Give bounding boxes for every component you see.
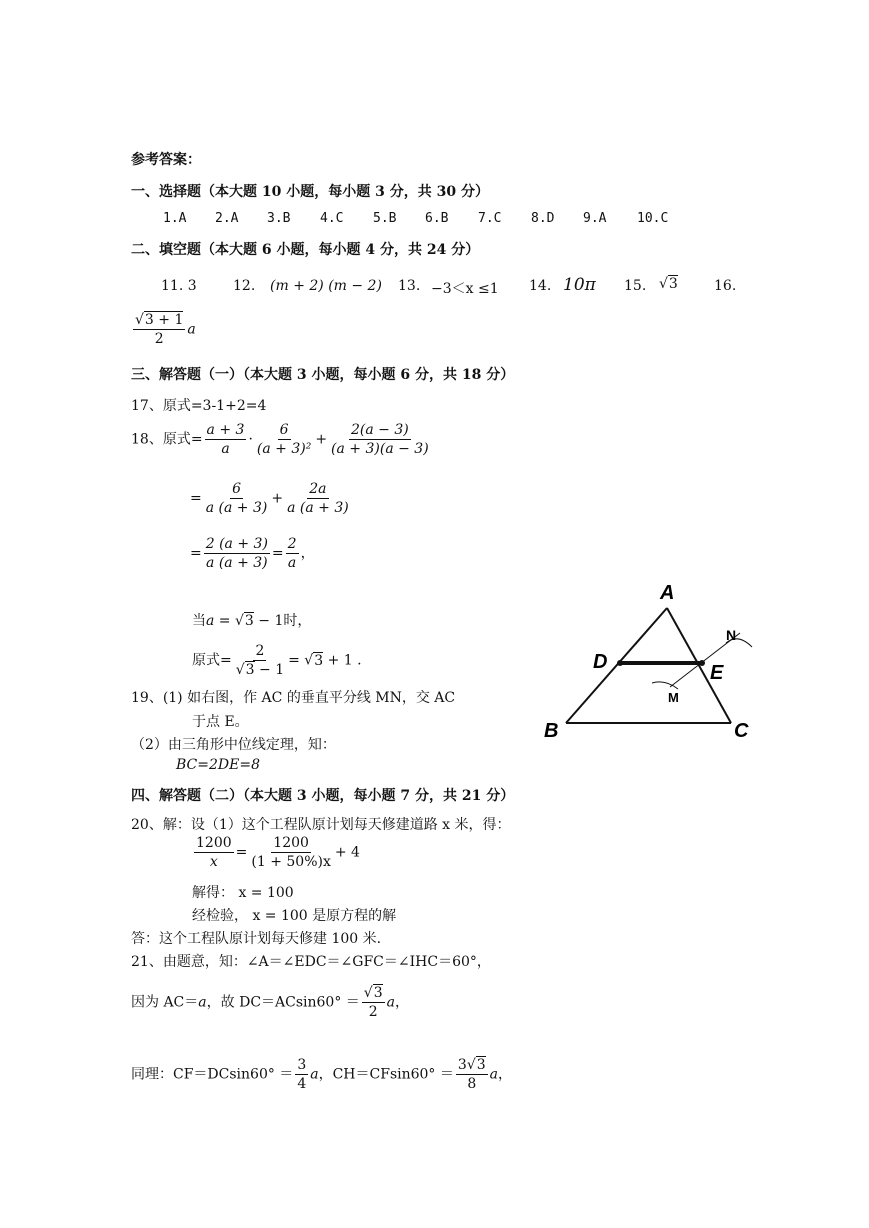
- fill-answer-11: 11. 3: [161, 278, 197, 294]
- denominator: 2: [368, 1004, 378, 1021]
- label-m: M: [668, 690, 679, 705]
- section-3-heading: 三、解答题（一）（本大题 3 小题，每小题 6 分，共 18 分）: [131, 367, 515, 383]
- numerator: a + 3: [205, 422, 247, 440]
- q18-line-3: [190, 536, 315, 571]
- point-d: [617, 660, 623, 666]
- radicand: 3: [476, 1057, 486, 1073]
- choice-answer: 6.B: [425, 211, 449, 226]
- choice-answer: 9.A: [583, 211, 607, 226]
- answer-title: 参考答案：: [131, 152, 201, 168]
- choice-answer: 5.B: [373, 211, 397, 226]
- denominator: √3 − 1: [235, 662, 285, 679]
- q19-part-2b: BC=2DE=8: [176, 757, 260, 773]
- fill-answer-14: 10π: [563, 275, 596, 295]
- text: 当: [192, 613, 206, 629]
- operator: +: [315, 431, 328, 448]
- operator: =: [271, 545, 284, 562]
- variable: a: [198, 994, 207, 1011]
- denominator: a: [221, 441, 230, 458]
- q20-solve: 解得： x = 100: [192, 885, 294, 901]
- fill-answer-15: √3: [659, 276, 678, 292]
- variable: a: [386, 994, 395, 1011]
- q18-result: 原式= $\frac{2}{√3 - 1}$ = √3 + 1 .: [192, 643, 362, 679]
- q18-line-1: [131, 422, 433, 457]
- label-a: A: [660, 582, 675, 604]
- denominator: 2: [154, 331, 164, 348]
- denominator: 8: [467, 1076, 477, 1093]
- coefficient: 3: [457, 1057, 467, 1073]
- numerator: 6: [278, 422, 291, 440]
- fill-number-15: 15.: [624, 278, 647, 294]
- radicand: 3: [373, 985, 383, 1001]
- q18-line-2: [190, 481, 353, 516]
- text: − 1时，: [258, 613, 312, 629]
- numerator: 1200: [194, 835, 234, 853]
- numerator: 6: [230, 481, 243, 499]
- section-4-heading: 四、解答题（二）（本大题 3 小题，每小题 7 分，共 21 分）: [131, 788, 515, 804]
- fill-answer-13: −3＜x ≤1: [431, 281, 499, 297]
- denominator: x: [209, 854, 218, 871]
- denominator: a (a + 3): [287, 500, 349, 517]
- numerator: 2: [253, 643, 266, 661]
- fill-answer-12: (m + 2) (m − 2): [270, 278, 382, 294]
- punctuation: ，: [300, 545, 315, 562]
- label-d: D: [593, 651, 608, 673]
- fill-number-16: 16.: [714, 278, 737, 294]
- operator: =: [190, 490, 202, 507]
- fill-number-14: 14.: [529, 278, 552, 294]
- text: − 1: [254, 662, 285, 679]
- denominator: a: [287, 555, 297, 572]
- numerator: 2: [286, 536, 299, 554]
- label-n: N: [726, 627, 737, 643]
- text: ，故 DC＝ACsin60° ＝: [206, 994, 360, 1011]
- variable: a: [187, 321, 196, 338]
- q18-result-label: 原式=: [192, 652, 232, 669]
- radicand: 3: [245, 662, 255, 679]
- numerator: 2a: [307, 481, 328, 499]
- q19-part-2: （2）由三角形中位线定理，知：: [131, 737, 336, 753]
- denominator: a (a + 3): [205, 500, 268, 517]
- radicand: 3: [244, 613, 254, 629]
- label-c: C: [734, 720, 749, 742]
- numerator: 2 (a + 3): [204, 536, 270, 554]
- text: 同理：CF＝DCsin60° ＝: [131, 1066, 294, 1083]
- fill-number-13: 13.: [398, 278, 421, 294]
- q19-part-1b: 于点 E。: [192, 714, 249, 730]
- choice-answer: 10.C: [637, 211, 669, 226]
- q21-line-2: 因为 AC＝a，故 DC＝ACsin60° ＝ $\frac{√3}{2}$ a，: [131, 985, 409, 1021]
- choice-answer: 2.A: [215, 211, 239, 226]
- denominator: 4: [297, 1076, 307, 1093]
- numerator: 3 + 1: [144, 312, 184, 328]
- operator: ·: [248, 431, 253, 448]
- variable: a: [310, 1066, 319, 1083]
- numerator: 3: [295, 1057, 308, 1075]
- operator: =: [190, 545, 202, 562]
- numerator: 1200: [271, 835, 311, 853]
- arc-m: [652, 682, 678, 689]
- text: + 4: [334, 844, 360, 861]
- choice-answer: 1.A: [163, 211, 187, 226]
- section-2-heading: 二、填空题（本大题 6 小题，每小题 4 分，共 24 分）: [131, 242, 480, 258]
- label-b: B: [544, 720, 559, 742]
- section-1-heading: 一、选择题（本大题 10 小题，每小题 3 分，共 30 分）: [131, 184, 489, 200]
- choice-answer: 4.C: [320, 211, 344, 226]
- label-e: E: [710, 662, 724, 684]
- q19-part-1: 19、(1) 如右图，作 AC 的垂直平分线 MN，交 AC: [131, 690, 456, 706]
- q20-check: 经检验， x = 100 是原方程的解: [192, 908, 397, 924]
- q18-label: 18、原式=: [131, 431, 203, 448]
- q20-answer: 答：这个工程队原计划每天修建 100 米.: [131, 931, 382, 947]
- triangle: [566, 608, 731, 723]
- operator: =: [288, 652, 300, 669]
- denominator: a (a + 3): [206, 555, 268, 572]
- triangle-figure: [540, 575, 760, 745]
- radicand: 3: [314, 652, 324, 669]
- punctuation: ，: [498, 1066, 513, 1083]
- denominator: (a + 3)(a − 3): [331, 441, 429, 458]
- q17-answer: 17、原式=3-1+2=4: [131, 398, 267, 414]
- choice-answers: [163, 211, 668, 226]
- fill-number-12: 12.: [233, 278, 256, 294]
- q18-when: 当a = √3 − 1时，: [192, 613, 312, 629]
- text: 因为 AC＝: [131, 994, 199, 1011]
- text: + 1 .: [323, 652, 362, 669]
- radicand: 3: [668, 276, 678, 292]
- punctuation: ，: [395, 994, 409, 1011]
- text: ，CH＝CFsin60° ＝: [318, 1066, 454, 1083]
- q20-equation: [192, 835, 360, 870]
- fill-answer-16: $\frac{√3 + 1}{2}$ a: [135, 312, 196, 348]
- q21-line-1: 21、由题意，知：∠A＝∠EDC＝∠GFC＝∠IHC＝60°，: [131, 954, 491, 970]
- denominator: (a + 3)²: [256, 441, 312, 458]
- q20-setup: 20、解：设（1）这个工程队原计划每天修建道路 x 米，得：: [131, 817, 511, 833]
- denominator: (1 + 50%)x: [251, 854, 331, 871]
- choice-answer: 8.D: [531, 211, 555, 226]
- q21-line-3: 同理：CF＝DCsin60° ＝ $\frac{3}{4}$ a，CH＝CFsin60° ＝ $\frac{3√3}{8}$ a，: [131, 1057, 513, 1093]
- choice-answer: 3.B: [267, 211, 291, 226]
- choice-answer: 7.C: [478, 211, 502, 226]
- operator: +: [271, 490, 284, 507]
- numerator: 2(a − 3): [349, 422, 411, 440]
- variable: a: [489, 1066, 499, 1083]
- text: a =: [206, 613, 231, 629]
- operator: =: [235, 844, 248, 861]
